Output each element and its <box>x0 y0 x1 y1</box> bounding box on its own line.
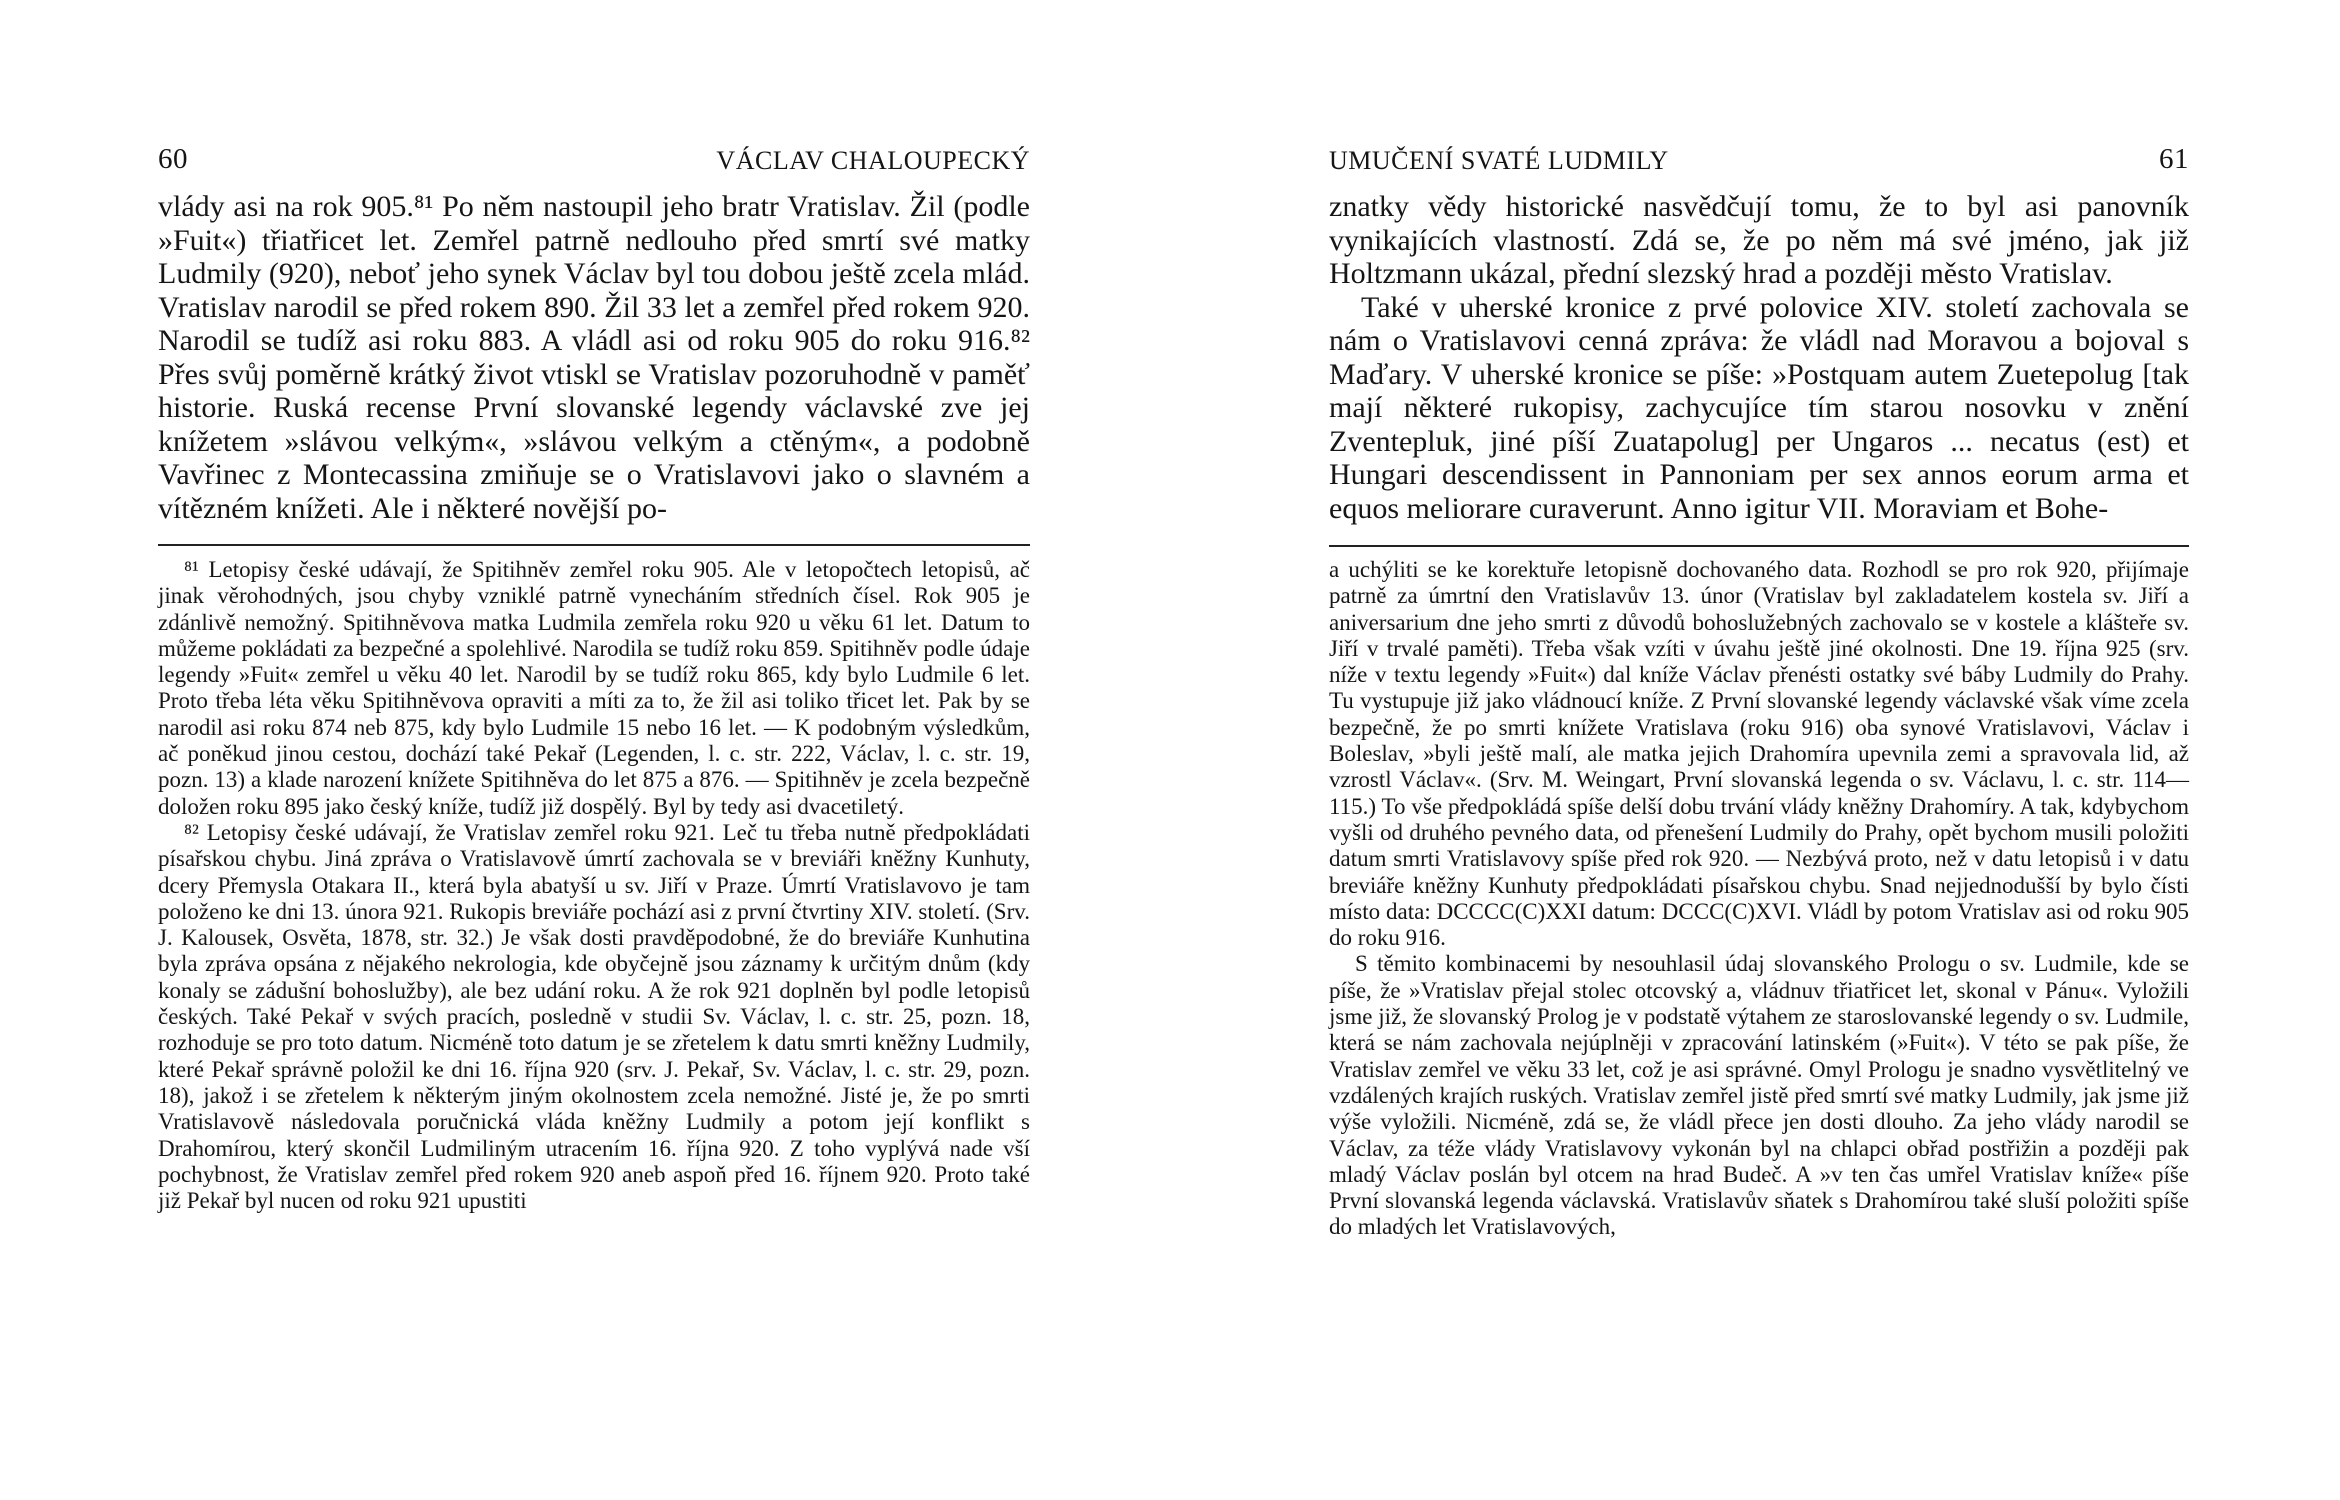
paragraph: znatky vědy historické nasvědčují tomu, že to byl asi panovník vynikajících vlastností. Zdá se, že po něm má své jméno, jak již Holtzmann ukázal, přední slezský hrad a později město Vratislav. <box>1329 190 2189 290</box>
footnote-81: ⁸¹ Letopisy české udávají, že Spitihněv zemřel roku 905. Ale v letopočtech letopisů, ač jinak věrohodných, jsou chyby vzniklé patrně vynecháním středních čísel. Rok 905 je zdánlivě nemožný. Spitihněvova matka Ludmila zemřela roku 920 u věku 61 let. Datum to můžeme pokládati za bezpečné a spolehlivé. Narodila se tudíž roku 859. Spitihněv podle údaje legendy »Fuit« zemřel u věku 40 let. Narodil by se tudíž roku 865, kdy bylo Ludmile 6 let. Proto třeba léta věku Spitihněvova opraviti a míti za to, že žil asi toliko třicet let. Pak by se narodil asi roku 874 neb 875, kdy bylo Ludmile 15 nebo 16 let. — K podobným výsledkům, ač poněkud jinou cestou, dochází také Pekař (Legenden, l. c. str. 222, Václav, l. c. str. 19, pozn. 13) a klade narození knížete Spitihněva do let 875 a 876. — Spitihněv je zcela bezpečně doložen roku 895 jako český kníže, tudíž již dospělý. Byl by tedy asi dvacetiletý. <box>158 557 1030 819</box>
running-title: UMUČENÍ SVATÉ LUDMILY <box>1329 146 1669 175</box>
body-text <box>1329 190 2189 525</box>
footnotes <box>1329 557 2189 1241</box>
footnote-paragraph: S těmito kombinacemi by nesouhlasil údaj slovanského Prologu o sv. Ludmile, kde se píše, že »Vratislav přejal stolec otcovský a, vládnuv třiatřicet let, skonal v Pánu«. Vyložili jsme již, že slovanský Prolog je v podstatě výtahem ze staroslovanské legendy o sv. Ludmile, která se nám zachovala nejúplněji v zpracování latinském (»Fuit«). V této se pak píše, že Vratislav zemřel ve věku 33 let, což je asi správné. Omyl Prologu je snadno vysvětlitelný ve vzdálených krajích ruských. Vratislav zemřel jistě před smrtí své matky Ludmily, jak jsme již výše vyložili. Nicméně, zdá se, že vládl přece jen dosti dlouho. Za jeho vlády narodil se Václav, za téže vlády Vratislavovy vykonán byl na chlapci obřad postřižin a později pak mladý Václav poslán byl otcem na hrad Budeč. A »v ten čas umřel Vratislav kníže« píše První slovanská legenda václavská. Vratislavův sňatek s Drahomírou také sluší položiti spíše do mladých let Vratislavových, <box>1329 951 2189 1240</box>
footnote-continuation: a uchýliti se ke korektuře letopisně dochovaného data. Rozhodl se pro rok 920, přijímaje patrně za úmrtní den Vratislavův 13. únor (Vratislav byl zakladatelem kostela sv. Jiří a aniversarium dne jeho smrti z důvodů bohoslužebných zachovalo se v kostele a klášteře sv. Jiří v trvalé paměti). Třeba však vzíti v úvahu ještě jiné okolnosti. Dne 19. října 925 (srv. níže v textu legendy »Fuit«) dal kníže Václav přenésti ostatky své báby Ludmily do Prahy. Tu vystupuje již jako vládnoucí kníže. Z První slovanské legendy václavské však víme zcela bezpečně, že po smrti knížete Vratislava (roku 916) oba synové Vratislavovi, Václav i Boleslav, »byli ještě malí, ale matka jejich Drahomíra upevnila zemi a spravovala lid, až vzrostl Václav«. (Srv. M. Weingart, První slovanská legenda o sv. Václavu, l. c. str. 114—115.) To vše předpokládá spíše delší dobu trvání vlády kněžny Drahomíry. A tak, kdybychom vyšli od druhého pevného data, od přenešení Ludmily do Prahy, opět bychom musili položiti datum smrti Vratislavovy spíše před rok 920. — Nezbývá proto, než v datu letopisů i v datu breviáře kněžny Kunhuty předpokládati písařskou chybu. Snad nejjednodušší by bylo čísti místo data: DCCCC(C)XXI datum: DCCC(C)XVI. Vládl by potom Vratislav asi od roku 905 do roku 916. <box>1329 557 2189 951</box>
running-title: VÁCLAV CHALOUPECKÝ <box>716 146 1030 175</box>
page-number: 60 <box>158 143 188 175</box>
running-head <box>158 143 1030 180</box>
paragraph: vlády asi na rok 905.⁸¹ Po něm nastoupil jeho bratr Vratislav. Žil (podle »Fuit«) třiatřicet let. Zemřel patrně nedlouho před smrtí své matky Ludmily (920), neboť jeho synek Václav byl tou dobou ještě zcela mlád. Vratislav narodil se před rokem 890. Žil 33 let a zemřel před rokem 920. Narodil se tudíž asi roku 883. A vládl asi od roku 905 do roku 916.⁸² Přes svůj poměrně krátký život vtiskl se Vratislav pozoruhodně v paměť historie. Ruská recense První slovanské legendy václavské zve jej knížetem »slávou velkým«, »slávou velkým a ctěným«, a podobně Vavřinec z Montecassina zmiňuje se o Vratislavovi jako o slavném a vítězném knížeti. Ale i některé novější po- <box>158 190 1030 525</box>
footnote-rule <box>158 544 1030 546</box>
running-head <box>1329 143 2189 180</box>
paragraph: Také v uherské kronice z prvé polovice XIV. století zachovala se nám o Vratislavovi cenná zpráva: že vládl nad Moravou a bojoval s Maďary. V uherské kronice se píše: »Postquam autem Zuetepolug [tak mají některé rukopisy, zachycujíce tím starou nosovku v znění Zventepluk, jiné píší Zuatapolug] per Ungaros ... necatus (est) et Hungari descendissent in Pannoniam per sex annos eorum arma et equos meliorare curaverunt. Anno igitur VII. Moraviam et Bohe- <box>1329 290 2189 525</box>
footnote-82: ⁸² Letopisy české udávají, že Vratislav zemřel roku 921. Leč tu třeba nutně předpokládati písařskou chybu. Jiná zpráva o Vratislavově úmrtí zachovala se v breviáři kněžny Kunhuty, dcery Přemysla Otakara II., která byla abatyší u sv. Jiří v Praze. Úmrtí Vratislavovo je tam položeno ke dni 13. února 921. Rukopis breviáře pochází asi z první čtvrtiny XIV. století. (Srv. J. Kalousek, Osvěta, 1878, str. 32.) Je však dosti pravděpodobné, že do breviáře Kunhutina byla zpráva opsána z nějakého nekrologia, kde obyčejně jsou záznamy k určitým dnům (kdy konaly se zádušní bohoslužby), ale bez udání roku. A že rok 921 doplněn byl podle letopisů českých. Také Pekař v svých pracích, posledně v studii Sv. Václav, l. c. str. 25, pozn. 18, rozhoduje se pro toto datum. Nicméně toto datum je se zřetelem k datu smrti kněžny Ludmily, které Pekař správně položil ke dni 16. října 920 (srv. J. Pekař, Sv. Václav, l. c. str. 29, pozn. 18), jakož i se zřetelem k některým jiným okolnostem zcela nemožné. Jisté je, že po smrti Vratislavově následovala poručnická vláda kněžny Ludmily a potom její konflikt s Drahomírou, který skončil Ludmiliným utracením 16. října 920. Z toho vyplývá nade vší pochybnost, že Vratislav zemřel před rokem 920 aneb aspoň před 16. říjnem 920. Proto také již Pekař byl nucen od roku 921 upustiti <box>158 819 1030 1214</box>
right-page <box>1170 0 2340 1500</box>
page-number: 61 <box>2159 143 2189 175</box>
body-text <box>158 190 1030 525</box>
footnote-rule <box>1329 545 2189 547</box>
footnotes <box>158 557 1030 1214</box>
